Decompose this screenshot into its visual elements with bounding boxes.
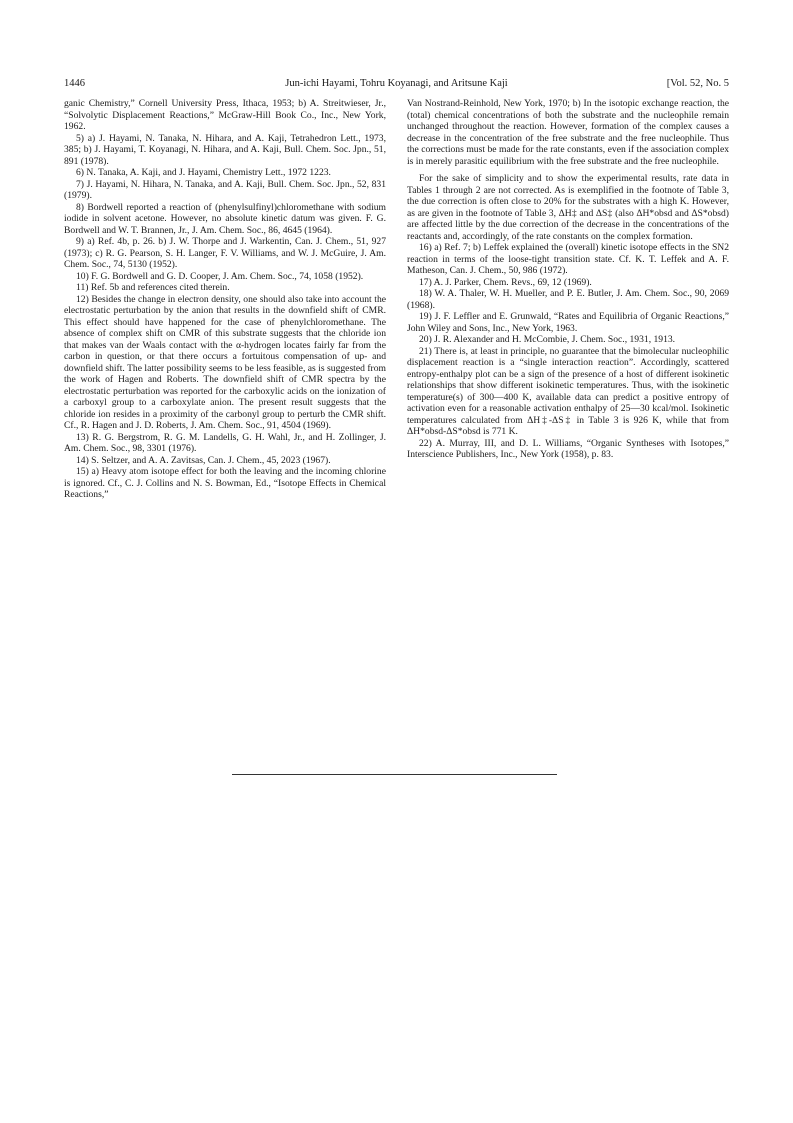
- reference-16: 16) a) Ref. 7; b) Leffek explained the (overall) kinetic isotope effects in the SN2 reaction in terms of the loose-tight transition state. Cf. K. T. Leffek and A. F. Matheson, Can. J. Chem., 50, 986 (1972).: [407, 242, 729, 276]
- reference-20: 20) J. R. Alexander and H. McCombie, J. Chem. Soc., 1931, 1913.: [419, 334, 676, 345]
- reference-13: 13) R. G. Bergstrom, R. G. M. Landells, G. H. Wahl, Jr., and H. Zollinger, J. Am. Chem. Soc., 98, 3301 (1976).: [64, 431, 386, 454]
- reference-21: 21) There is, at least in principle, no guarantee that the bimolecular nucleophilic displacement reaction is a “single interaction reaction”. Accordingly, scattered entropy-enthalpy plot can be a sign of the presence of a host of different isokinetic relationships that show different isokinetic temperatures. Thus, with the isokinetic temperature(s) of 300—400 K, available data can predict a positive entropy of activation even for a reasonable activation enthalpy of 25—30 kcal/mol. Isokinetic temperatures calculated from ΔH‡-ΔS‡ in Table 3 is 926 K, while that from ΔH*obsd-ΔS*obsd is 771 K.: [407, 345, 729, 437]
- right-column: [407, 98, 729, 461]
- left-column: [64, 98, 386, 501]
- reference-12: 12) Besides the change in electron density, one should also take into account the electrostatic perturbation by the anion that results in the downfield shift of CMR. This effect should have happened for the case of phenylchloromethane. The absence of complex shift on CMR of this substrate suggests that the chloride ion that makes van der Waals contact with the α-hydrogen locates fairly far from the carbon in question, or that there occurs a fortuitous compensation of up- and downfield shift. The latter possibility seems to be less feasible, as is suggested from the work of Hagen and Roberts. The downfield shift of CMR spectra by the electrostatic perturbation was reported for the carboxylic acids on the ionization of a carboxyl group to a carboxylate anion. The present result suggests that the chloride ion resides in a proximity of the carbonyl group to perturb the CMR shift. Cf., R. Hagen and J. D. Roberts, J. Am. Chem. Soc., 91, 4504 (1969).: [64, 293, 386, 431]
- reference-18: 18) W. A. Thaler, W. H. Mueller, and P. E. Butler, J. Am. Chem. Soc., 90, 2069 (1968).: [407, 288, 729, 311]
- reference-15-continuation: Van Nostrand-Reinhold, New York, 1970; b) In the isotopic exchange reaction, the (total) chemical concentrations of both the substrate and the nucleophile remain unchanged throughout the reaction. However, formation of the complex causes a decrease in the concentration of the free substrate and the free nucleophile. Thus the corrections must be made for the rate constants, even if the association complex is in merely parasitic equilibrium with the free substrate and the free nucleophile.: [407, 98, 729, 167]
- reference-5: 5) a) J. Hayami, N. Tanaka, N. Hihara, and A. Kaji, Tetrahedron Lett., 1973, 385; b) J. Hayami, T. Koyanagi, N. Hihara, and A. Kaji, Bull. Chem. Soc. Jpn., 51, 891 (1978).: [64, 132, 386, 167]
- reference-7: 7) J. Hayami, N. Hihara, N. Tanaka, and A. Kaji, Bull. Chem. Soc. Jpn., 52, 831 (1979).: [64, 178, 386, 201]
- reference-15: 15) a) Heavy atom isotope effect for both the leaving and the incoming chlorine is ignored. Cf., C. J. Collins and N. S. Bowman, Ed., “Isotope Effects in Chemical Reactions,”: [64, 466, 386, 500]
- reference-8: 8) Bordwell reported a reaction of (phenylsulfinyl)chloromethane with sodium iodide in solvent acetone. However, no absolute kinetic datum was given. F. G. Bordwell and W. T. Brannen, Jr., J. Am. Chem. Soc., 86, 4645 (1964).: [64, 201, 386, 236]
- reference-15-note: For the sake of simplicity and to show the experimental results, rate data in Tables 1 through 2 are not corrected. As is exemplified in the footnote of Table 3, the due correction is often close to 20% for the substrates with a high K. However, as are given in the footnote of Table 3, ΔH‡ and ΔS‡ (also ΔH*obsd and ΔS*obsd) are affected little by the due correction of the decrease in the concentrations of the reactants and, accordingly, of the rate constants on the complex formation.: [407, 173, 729, 242]
- reference-4-continuation: ganic Chemistry,” Cornell University Press, Ithaca, 1953; b) A. Streitwieser, Jr., “Solvolytic Displacement Reactions,” McGraw-Hill Book Co., Inc., New York, 1962.: [64, 98, 386, 132]
- reference-22: 22) A. Murray, III, and D. L. Williams, “Organic Syntheses with Isotopes,” Interscience Publishers, Inc., New York (1958), p. 83.: [407, 437, 729, 460]
- end-rule: [232, 774, 557, 775]
- page-header: [64, 77, 729, 91]
- reference-19: 19) J. F. Leffler and E. Grunwald, “Rates and Equilibria of Organic Reactions,” John Wiley and Sons, Inc., New York, 1963.: [407, 311, 729, 334]
- running-authors: Jun-ichi Hayami, Tohru Koyanagi, and Aritsune Kaji: [285, 78, 508, 89]
- reference-9: 9) a) Ref. 4b, p. 26. b) J. W. Thorpe and J. Warkentin, Can. J. Chem., 51, 927 (1973); c) R. G. Pearson, S. H. Langer, F. V. Williams, and W. J. McGuire, J. Am. Chem. Soc., 74, 5130 (1952).: [64, 236, 386, 270]
- reference-11: 11) Ref. 5b and references cited therein.: [76, 282, 230, 293]
- reference-14: 14) S. Seltzer, and A. A. Zavitsas, Can. J. Chem., 45, 2023 (1967).: [76, 454, 331, 466]
- reference-17: 17) A. J. Parker, Chem. Revs., 69, 12 (1969).: [419, 276, 592, 288]
- reference-6: 6) N. Tanaka, A. Kaji, and J. Hayami, Chemistry Lett., 1972 1223.: [76, 167, 331, 178]
- page-number: 1446: [64, 78, 85, 89]
- volume-issue: [Vol. 52, No. 5: [666, 78, 729, 89]
- reference-10: 10) F. G. Bordwell and G. D. Cooper, J. Am. Chem. Soc., 74, 1058 (1952).: [76, 270, 364, 282]
